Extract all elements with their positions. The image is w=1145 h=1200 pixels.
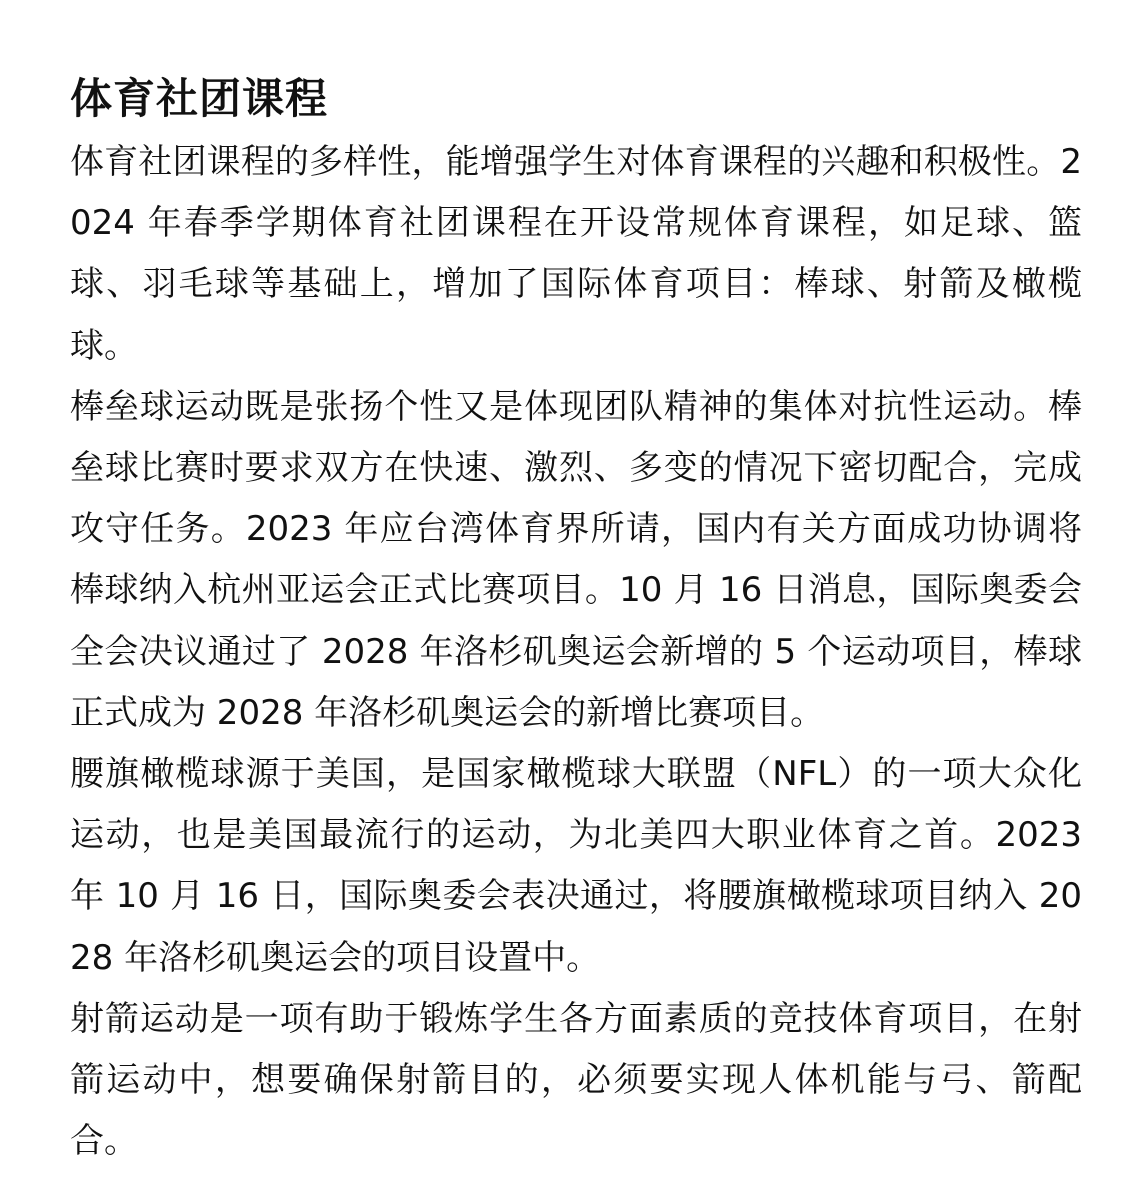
paragraph-archery: 射箭运动是一项有助于锻炼学生各方面素质的竞技体育项目，在射箭运动中，想要确保射箭目的，必须要实现人体机能与弓、箭配合。 xyxy=(70,998,1082,1162)
paragraph-flag-football: 腰旗橄榄球源于美国，是国家橄榄球大联盟（NFL）的一项大众化运动，也是美国最流行的运动，为北美四大职业体育之首。2023 年 10 月 16 日，国际奥委会表决通过，将腰旗橄榄球项目纳入 2028 年洛杉矶奥运会的项目设置中。 xyxy=(70,754,1082,978)
document-body xyxy=(70,66,1082,1172)
document-title: 体育社团课程 xyxy=(70,74,329,123)
paragraph-baseball: 棒垒球运动既是张扬个性又是体现团队精神的集体对抗性运动。棒垒球比赛时要求双方在快速、激烈、多变的情况下密切配合，完成攻守任务。2023 年应台湾体育界所请，国内有关方面成功协调将棒球纳入杭州亚运会正式比赛项目。10 月 16 日消息，国际奥委会全会决议通过了 2028 年洛杉矶奥运会新增的 5 个运动项目，棒球正式成为 2028 年洛杉矶奥运会的新增比赛项目。 xyxy=(70,386,1082,733)
paragraph-intro: 体育社团课程的多样性，能增强学生对体育课程的兴趣和积极性。2024 年春季学期体育社团课程在开设常规体育课程，如足球、篮球、羽毛球等基础上，增加了国际体育项目：棒球、射箭及橄榄球。 xyxy=(70,142,1082,366)
